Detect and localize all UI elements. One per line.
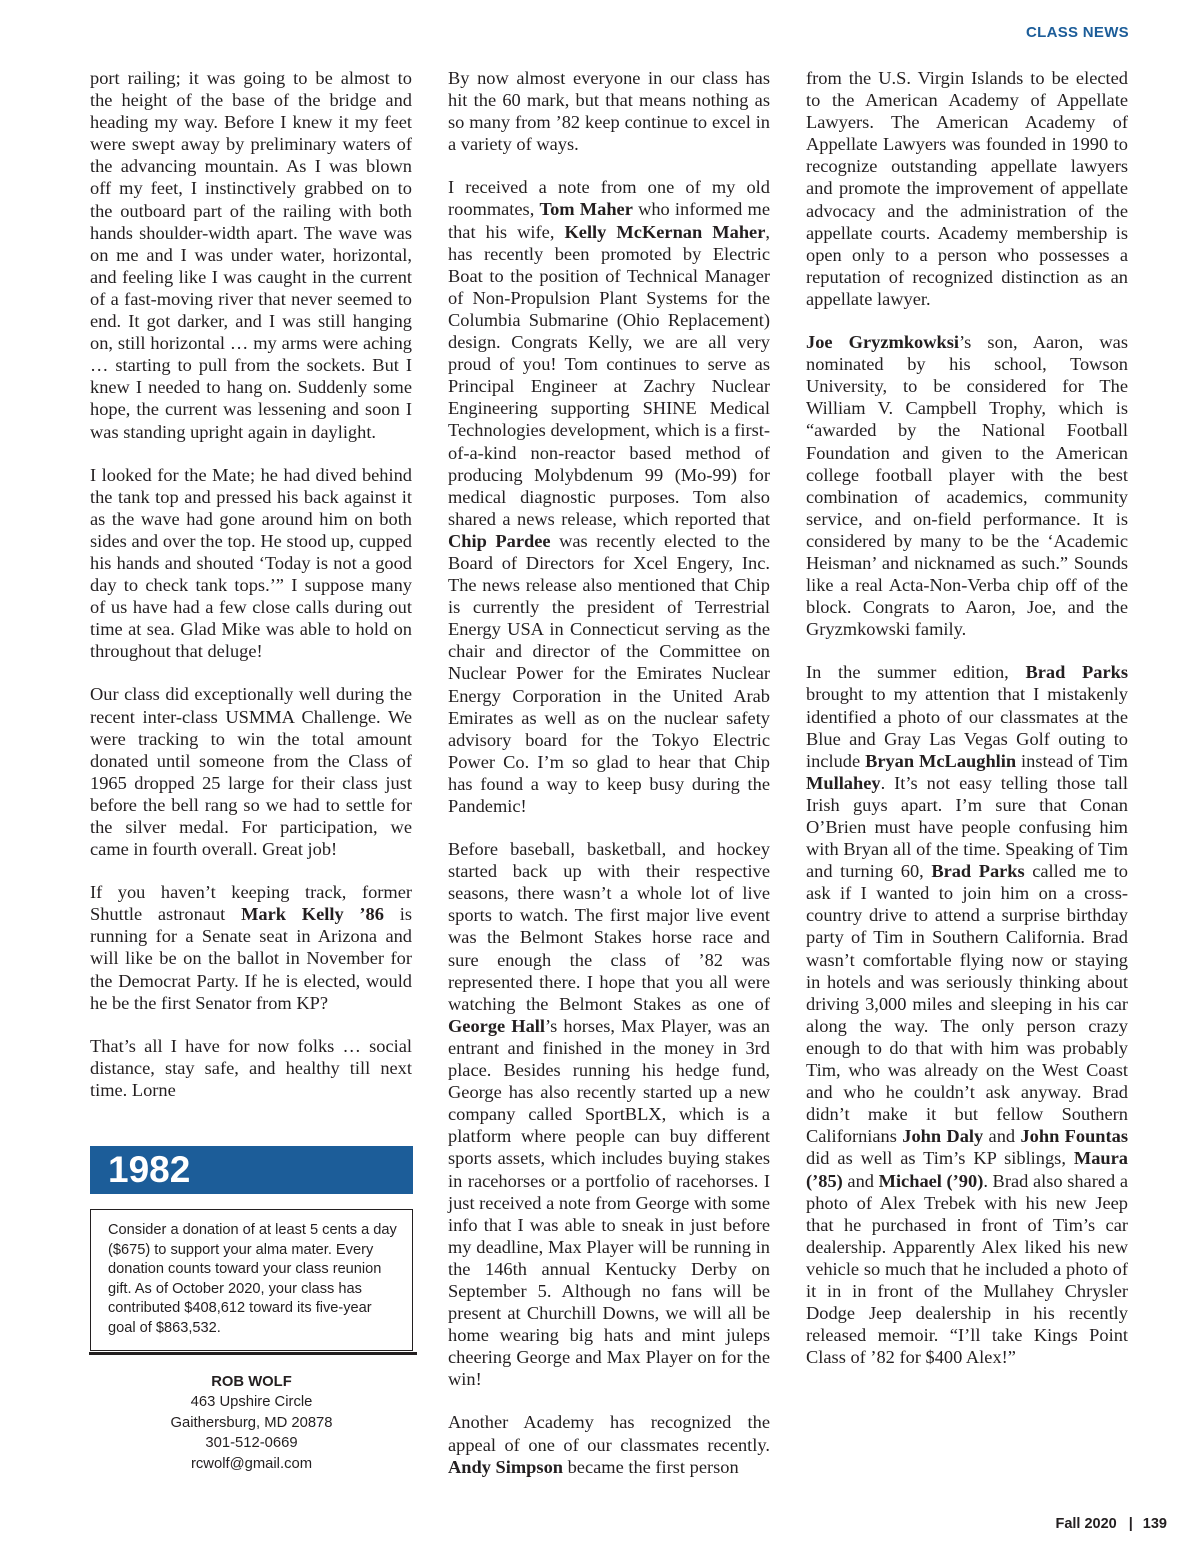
section-header: CLASS NEWS [1025,24,1129,41]
phone-number: 301-512-0669 [205,1435,298,1452]
class-year-banner: 1982 [90,1146,413,1194]
classmate-name: Bryan McLaughlin [865,750,1017,771]
column-3 [806,67,1128,1389]
email-address: rcwolf@gmail.com [190,1455,313,1472]
issue-label: Fall 2020 [1055,1516,1117,1532]
classmate-name: John Daly [902,1126,984,1147]
footer-separator: | [1128,1516,1133,1532]
paragraph: In the summer edition, Brad Parks brought to my attention that I mistakenly identified a photo of our classmates at the Blue and Gray Las Vegas Golf outing to include Bryan McLaughlin instead of Tim Mullahey. It’s not easy telling those tall Irish guys apart. I’m sure that Conan O’Brien must have people confusing him with Bryan all of the time. Speaking of Tim and turning 60, Brad Parks called me to ask if I wanted to join him on a cross-country drive to attend a surprise birthday party of Tim in Southern California. Brad wasn’t comfortable flying now or staying in hotels and was seriously thinking about driving 3,000 miles and sleeping in his car along the way. The only person crazy enough to do that with him was probably Tim, who was already on the West Coast and who he couldn’t ask anyway. Brad didn’t make it but fellow Southern Californians John Daly and John Fountas did as well as Tim’s KP siblings, Maura (’85) and Michael (’90). Brad also shared a photo of Alex Trebek with his new Jeep that he purchased in front of Tim’s car dealership. Apparently Alex liked his new vehicle so much that he included a photo of it in in front of the Mullahey Chrysler Dodge Jeep dealership in his recently released memoir. “I’ll take Kings Point Class of ’82 for $400 Alex!” [806,662,1129,1368]
address-line-2: Gaithersburg, MD 20878 [170,1414,333,1431]
secretary-name: ROB WOLF [211,1374,292,1390]
column-2 [448,67,770,1499]
classmate-name: George Hall [448,1015,546,1036]
classmate-name: Mullahey [806,772,881,793]
paragraph: I looked for the Mate; he had dived behind the tank top and pressed his back against it as the wave had gone around him on both sides and over the top. He stood up, cupped his hands and shouted ‘Today is not a good day to check tank tops.’” I suppose many of us have had a few close calls during out time at sea. Glad Mike was able to hold on throughout that deluge! [90,464,412,662]
classmate-name: Kelly McKernan Maher [564,221,766,242]
paragraph: from the U.S. Virgin Islands to be elected to the American Academy of Appellate Lawyers. The American Academy of Appellate Lawyers was founded in 1990 to recognize outstanding appellate lawyers and promote the improvement of appellate advocacy and the administration of the appellate courts. Academy membership is open only to a person who possesses a reputation of recognized distinction as an appellate lawyer. [806,68,1128,309]
classmate-name: Brad Parks [1025,662,1128,683]
classmate-name: Mark Kelly ’86 [241,904,384,925]
paragraph: Joe Gryzmkowksi’s son, Aaron, was nominated by his school, Towson University, to be considered for The William V. Campbell Trophy, which is “awarded by the National Football Foundation and given to the American college football player with the best combination of academics, community service, and on-field performance. It is considered by many to be the ‘Academic Heisman’ and nicknamed as such.” Sounds like a real Acta-Non-Verba chip off of the block. Congrats to Aaron, Joe, and the Gryzmkowski family. [806,332,1128,640]
paragraph: That’s all I have for now folks … social distance, stay safe, and healthy till next time. Lorne [90,1035,412,1100]
page-number: 139 [1142,1516,1167,1532]
paragraph: By now almost everyone in our class has hit the 60 mark, but that means nothing as so many from ’82 keep continue to excel in a variety of ways. [448,68,770,155]
paragraph: Another Academy has recognized the appeal of one of our classmates recently. Andy Simpson became the first person [448,1412,770,1477]
donation-box: Consider a donation of at least 5 cents a day ($675) to support your alma mater. Every donation counts toward your class reunion gift. As of October 2020, your class has contributed $408,612 toward its five-year goal of $863,532. [90,1209,413,1351]
paragraph: If you haven’t keeping track, former Shuttle astronaut Mark Kelly ’86 is running for a Senate seat in Arizona and will like be on the ballot in November for the Democrat Party. If he is elected, would he be the first Senator from KP? [90,882,412,1013]
address-line-1: 463 Upshire Circle [190,1394,313,1411]
paragraph: I received a note from one of my old roommates, Tom Maher who informed me that his wife, Kelly McKernan Maher, has recently been promoted by Electric Boat to the position of Technical Manager of Non-Propulsion Plant Systems for the Columbia Submarine (Ohio Replacement) design. Congrats Kelly, we are all very proud of you! Tom continues to serve as Principal Engineer at Zachry Nuclear Engineering supporting SHINE Medical Technologies development, which is a first-of-a-kind non-reactor based method of producing Molybdenum 99 (Mo-99) for medical diagnostic purposes. Tom also shared a news release, which reported that Chip Pardee was recently elected to the Board of Directors for Xcel Engery, Inc. The news release also mentioned that Chip is currently the president of Terrestrial Energy USA in Connecticut serving as the chair and director of the Committee on Nuclear Power for the Emirates Nuclear Energy Corporation in the United Arab Emirates as well as on the nuclear safety advisory board for the Tokyo Electric Power Co. I’m so glad to hear that Chip has found a way to keep busy during the Pandemic! [448,177,771,816]
column-1 [90,67,412,1122]
classmate-name: Andy Simpson [448,1456,563,1477]
classmate-name: Tom Maher [539,199,633,220]
classmate-name: Brad Parks [931,861,1025,882]
classmate-name: Michael (’90) [878,1170,984,1191]
paragraph: port railing; it was going to be almost to the height of the base of the bridge and heading my way. Before I knew it my feet were swept away by preliminary waters of the advancing mountain. As I was blown off my feet, I instinctively grabbed on to the outboard part of the railing with both hands shoulder-width apart. The wave was on me and I was under water, horizontal, and feeling like I was caught in the current of a fast-moving river that never seemed to end. It got darker, and I was still hanging on, still horizontal … my arms were aching … starting to pull from the sockets. But I knew I needed to hang on. Suddenly some hope, the current was lessening and soon I was standing upright again in daylight. [90,68,412,442]
classmate-name: Maura (’85) [806,1148,1128,1191]
paragraph: Our class did exceptionally well during the recent inter-class USMMA Challenge. We were tracking to win the total amount donated until someone from the Class of 1965 dropped 25 large for their class just before the bell rang so we had to settle for the silver medal. For participation, we came in fourth overall. Great job! [90,684,412,860]
classmate-name: Joe Gryzmkowksi [806,332,960,353]
classmate-name: Chip Pardee [448,530,551,551]
classmate-name: John Fountas [1020,1126,1128,1147]
class-secretary-contact [90,1372,413,1474]
page-footer [1055,1516,1167,1532]
paragraph: Before baseball, basketball, and hockey started back up with their respective seasons, there wasn’t a whole lot of live sports to watch. The first major live event was the Belmont Stakes horse race and sure enough the class of ’82 was represented there. I hope that you all were watching the Belmont Stakes as one of George Hall’s horses, Max Player, was an entrant and finished in the money in 3rd place. Besides running his hedge fund, George has also recently started up a new company called SportBLX, which is a platform where people can buy different sports assets, which includes buying stakes in racehorses or a portfolio of racehorses. I just received a note from George with some info that I was able to sneak in just before my deadline, Max Player will be running in the 146th annual Kentucky Derby on September 5. Although no fans will be present at Churchill Downs, we will all be home wearing big hats and mint juleps cheering George and Max Player on for the win! [448,839,770,1390]
